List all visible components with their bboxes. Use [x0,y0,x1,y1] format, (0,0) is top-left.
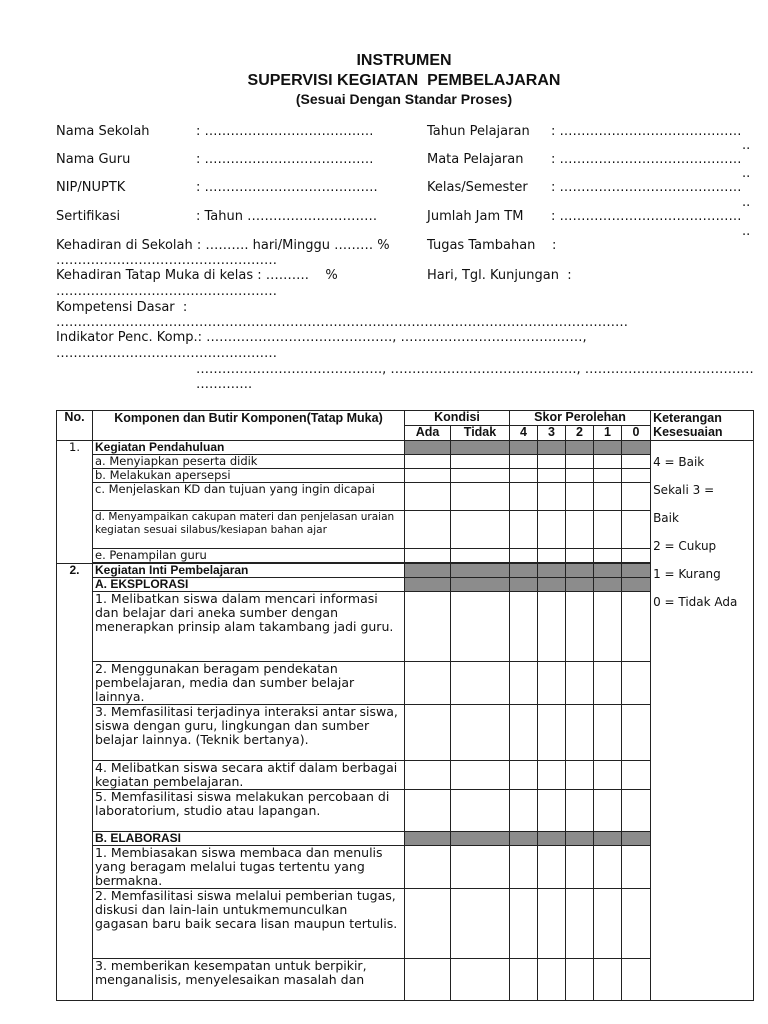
keterangan-item: Sekali 3 = [653,483,715,497]
check-cell[interactable] [405,511,451,549]
keterangan-item: 0 = Tidak Ada [653,595,738,609]
check-cell[interactable] [594,761,622,790]
check-cell[interactable] [510,455,538,469]
check-cell[interactable] [594,455,622,469]
title-line-1: INSTRUMEN [356,52,452,69]
item-text: 1. Melibatkan siswa dalam mencari informasi dan belajar dari aneka sumber dengan menerapkan prinsip alam takambang jadi guru. [93,592,405,662]
section-title: Kegiatan Pendahuluan [93,441,405,455]
check-cell[interactable] [622,662,651,705]
check-cell[interactable] [510,761,538,790]
item-text: 2. Menggunakan beragam pendekatan pembelajaran, media dan sumber belajar lainnya. [93,662,405,705]
continuation-dots: .. [742,166,751,181]
check-cell[interactable] [622,469,651,483]
check-cell[interactable] [594,483,622,511]
item-text: 1. Membiasakan siswa membaca dan menulis yang beragam melalui tugas tertentu yang bermakna. [93,846,405,889]
check-cell[interactable] [538,592,566,662]
check-cell[interactable] [451,705,510,761]
keterangan-item: 2 = Cukup [653,539,717,553]
check-cell[interactable] [566,662,594,705]
header-kondisi: Kondisi [405,411,510,426]
header-ada: Ada [405,426,451,441]
value-jumlah-jam: : …………………………………… [551,209,742,224]
value-kelas-semester: : …………………………………… [551,180,742,195]
check-cell[interactable] [451,483,510,511]
check-cell[interactable] [510,790,538,832]
header-score-3: 3 [538,426,566,441]
check-cell[interactable] [405,455,451,469]
continuation-dots: .. [742,195,751,210]
check-cell[interactable] [510,592,538,662]
table-row [57,662,754,705]
header-score-2: 2 [566,426,594,441]
dots-indikator-line-3: …………. [196,377,253,392]
row-number: 1. [57,441,93,564]
check-cell[interactable] [622,889,651,959]
item-text: 3. Memfasilitasi terjadinya interaksi antar siswa, siswa dengan guru, lingkungan dan sumber belajar lainnya. (Teknik bertanya). [93,705,405,761]
check-cell[interactable] [622,592,651,662]
table-row [57,441,754,455]
keterangan-item: 1 = Kurang [653,567,721,581]
value-nama-guru: : ………………………………… [196,152,374,167]
check-cell[interactable] [622,959,651,1001]
item-text: 5. Memfasilitasi siswa melakukan percobaan di laboratorium, studio atau lapangan. [93,790,405,832]
check-cell[interactable] [538,549,566,563]
check-cell[interactable] [405,592,451,662]
check-cell[interactable] [622,511,651,549]
check-cell[interactable] [566,455,594,469]
check-cell[interactable] [510,511,538,549]
header-komponen: Komponen dan Butir Komponen(Tatap Muka) [93,411,405,441]
header-score-0: 0 [622,426,651,441]
check-cell[interactable] [566,511,594,549]
table-row [57,761,754,790]
subsection-title: A. EKSPLORASI [93,578,405,592]
check-cell[interactable] [405,705,451,761]
check-cell[interactable] [538,705,566,761]
header-tidak: Tidak [451,426,510,441]
continuation-dots: .. [742,224,751,239]
item-text: e. Penampilan guru [93,549,405,563]
check-cell[interactable] [594,469,622,483]
check-cell[interactable] [510,959,538,1001]
table-row [57,455,754,469]
dots-indikator-line-2: ……………………………………., ……………………………………., ………………………………… [196,362,754,377]
check-cell[interactable] [510,549,538,563]
label-hari-kunjungan: Hari, Tgl. Kunjungan : [427,268,572,283]
table-row [57,832,754,846]
subsection-title: B. ELABORASI [93,832,405,846]
table-row [57,483,754,511]
header-no: No. [57,411,93,441]
check-cell[interactable] [594,846,622,889]
supervision-table [56,410,754,1001]
item-text: 3. memberikan kesempatan untuk berpikir, menganalisis, menyelesaikan masalah dan [93,959,405,1001]
check-cell[interactable] [451,790,510,832]
check-cell[interactable] [594,790,622,832]
table-row [57,959,754,1001]
continuation-dots: .. [742,138,751,153]
value-nama-sekolah: : ………………………………… [196,124,374,139]
label-kehadiran-tatap-muka: Kehadiran Tatap Muka di kelas : ………. % [56,268,338,283]
check-cell[interactable] [566,549,594,563]
check-cell[interactable] [538,846,566,889]
check-cell[interactable] [510,846,538,889]
table-row [57,846,754,889]
check-cell[interactable] [538,469,566,483]
check-cell[interactable] [566,959,594,1001]
item-text: d. Menyampaikan cakupan materi dan penjelasan uraian kegiatan sesuai silabus/kesiapan bahan ajar [93,511,405,549]
table-row [57,549,754,563]
label-nama-guru: Nama Guru [56,152,131,167]
label-nip: NIP/NUPTK [56,180,126,195]
label-nama-sekolah: Nama Sekolah [56,124,150,139]
check-cell[interactable] [405,889,451,959]
label-mata-pelajaran: Mata Pelajaran [427,152,524,167]
label-kompetensi-dasar: Kompetensi Dasar : [56,300,188,315]
label-tahun-pelajaran: Tahun Pelajaran [427,124,530,139]
check-cell[interactable] [622,846,651,889]
value-mata-pelajaran: : …………………………………… [551,152,742,167]
check-cell[interactable] [566,705,594,761]
check-cell[interactable] [405,846,451,889]
table-row [57,564,754,578]
check-cell[interactable] [622,705,651,761]
value-tahun-pelajaran: : …………………………………… [551,124,742,139]
label-kelas-semester: Kelas/Semester [427,180,528,195]
label-sertifikasi: Sertifikasi [56,209,121,224]
check-cell[interactable] [538,959,566,1001]
check-cell[interactable] [405,959,451,1001]
table-row [57,790,754,832]
table-row [57,578,754,592]
item-text: c. Menjelaskan KD dan tujuan yang ingin dicapai [93,483,405,511]
check-cell[interactable] [594,549,622,563]
label-tugas-tambahan: Tugas Tambahan : [427,238,557,253]
header-score-1: 1 [594,426,622,441]
check-cell[interactable] [405,662,451,705]
value-sertifikasi: : Tahun ………………………… [196,209,378,224]
table-row [57,511,754,549]
item-text: 2. Memfasilitasi siswa melalui pemberian tugas, diskusi dan lain-lain untukmemunculkan gagasan baru baik secara lisan maupun tertulis. [93,889,405,959]
check-cell[interactable] [451,959,510,1001]
dots-kehadiran-sekolah: …………………………………………… [56,253,277,268]
check-cell[interactable] [405,761,451,790]
check-cell[interactable] [622,761,651,790]
check-cell[interactable] [510,469,538,483]
check-cell[interactable] [451,592,510,662]
check-cell[interactable] [510,889,538,959]
keterangan-item: 4 = Baik [653,455,705,469]
check-cell[interactable] [622,549,651,563]
check-cell[interactable] [594,889,622,959]
check-cell[interactable] [510,483,538,511]
check-cell[interactable] [538,455,566,469]
check-cell[interactable] [594,705,622,761]
check-cell[interactable] [566,790,594,832]
check-cell[interactable] [451,889,510,959]
label-indikator: Indikator Penc. Komp.: ……………………………………., ……………………………………, [56,330,587,345]
check-cell[interactable] [594,511,622,549]
check-cell[interactable] [566,889,594,959]
check-cell[interactable] [405,549,451,563]
section-title: Kegiatan Inti Pembelajaran [93,564,405,578]
dots-kehadiran-tatap-muka: …………………………………………… [56,284,277,299]
check-cell[interactable] [405,790,451,832]
check-cell[interactable] [451,761,510,790]
check-cell[interactable] [451,549,510,563]
check-cell[interactable] [622,483,651,511]
check-cell[interactable] [594,662,622,705]
check-cell[interactable] [566,846,594,889]
check-cell[interactable] [510,662,538,705]
keterangan-column [651,441,754,1001]
row-number: 2. [57,564,93,1001]
check-cell[interactable] [622,790,651,832]
check-cell[interactable] [622,455,651,469]
check-cell[interactable] [594,959,622,1001]
value-nip: : …………………………………. [196,180,378,195]
check-cell[interactable] [510,705,538,761]
item-text: 4. Melibatkan siswa secara aktif dalam berbagai kegiatan pembelajaran. [93,761,405,790]
title-line-2: SUPERVISI KEGIATAN PEMBELAJARAN [247,72,561,89]
title-line-3: (Sesuai Dengan Standar Proses) [295,91,513,107]
check-cell[interactable] [538,761,566,790]
check-cell[interactable] [538,790,566,832]
check-cell[interactable] [566,592,594,662]
label-jumlah-jam: Jumlah Jam TM [427,209,524,224]
keterangan-item: Baik [653,511,679,525]
check-cell[interactable] [566,469,594,483]
item-text: b. Melakukan apersepsi [93,469,405,483]
dots-kompetensi-dasar: …………………………………………………………………………………………………………………… [56,315,628,330]
check-cell[interactable] [538,662,566,705]
header-keterangan: Keterangan Kesesuaian [651,411,754,441]
table-row [57,705,754,761]
table-row [57,592,754,662]
table-row [57,889,754,959]
check-cell[interactable] [566,483,594,511]
check-cell[interactable] [451,662,510,705]
check-cell[interactable] [594,592,622,662]
header-score-4: 4 [510,426,538,441]
check-cell[interactable] [405,469,451,483]
header-skor-perolehan: Skor Perolehan [510,411,651,426]
item-text: a. Menyiapkan peserta didik [93,455,405,469]
check-cell[interactable] [538,483,566,511]
check-cell[interactable] [451,511,510,549]
check-cell[interactable] [451,469,510,483]
check-cell[interactable] [405,483,451,511]
table-row [57,469,754,483]
check-cell[interactable] [538,889,566,959]
check-cell[interactable] [451,455,510,469]
label-kehadiran-sekolah: Kehadiran di Sekolah : ………. hari/Minggu ……… % [56,238,390,253]
check-cell[interactable] [566,761,594,790]
dots-indikator: …………………………………………… [56,346,277,361]
check-cell[interactable] [538,511,566,549]
check-cell[interactable] [451,846,510,889]
